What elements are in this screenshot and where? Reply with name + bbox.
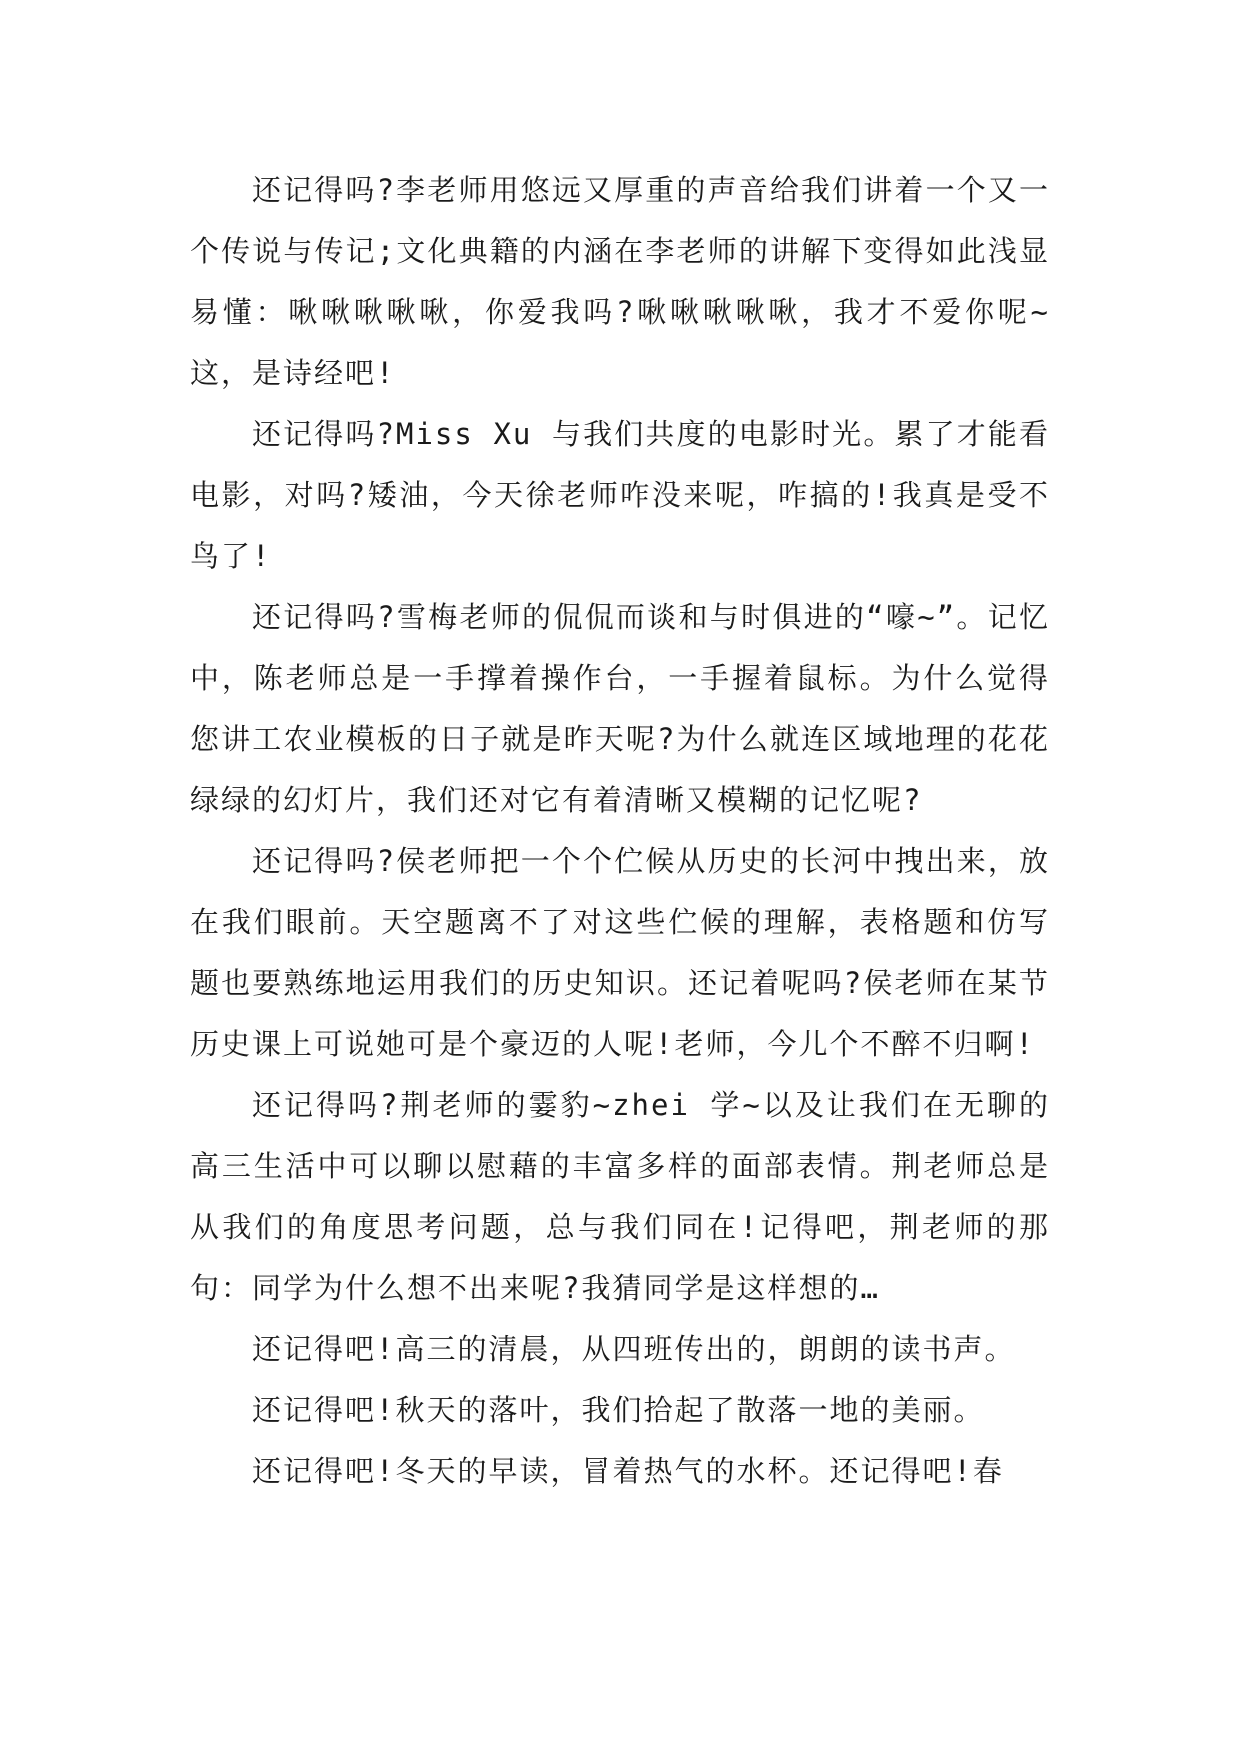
- paragraph-5: 还记得吗?荆老师的霎豹~zhei 学~以及让我们在无聊的高三生活中可以聊以慰藉的丰富多样的面部表情。荆老师总是从我们的角度思考问题，总与我们同在!记得吧，荆老师的那句：同学为什么想不出来呢?我猜同学是这样想的…: [190, 1088, 1050, 1305]
- paragraph-3: 还记得吗?雪梅老师的侃侃而谈和与时俱进的“嚎~”。记忆中，陈老师总是一手撑着操作台，一手握着鼠标。为什么觉得您讲工农业模板的日子就是昨天呢?为什么就连区域地理的花花绿绿的幻灯片，我们还对它有着清晰又模糊的记忆呢?: [190, 600, 1050, 817]
- paragraph-2: 还记得吗?Miss Xu 与我们共度的电影时光。累了才能看电影，对吗?矮油，今天徐老师咋没来呢，咋搞的!我真是受不鸟了!: [190, 417, 1050, 573]
- paragraph-4: 还记得吗?侯老师把一个个伫候从历史的长河中拽出来，放在我们眼前。天空题离不了对这些伫候的理解，表格题和仿写题也要熟练地运用我们的历史知识。还记着呢吗?侯老师在某节历史课上可说她可是个豪迈的人呢!老师，今儿个不醉不归啊!: [190, 844, 1050, 1061]
- paragraph-8: 还记得吧!冬天的早读，冒着热气的水杯。还记得吧!春: [252, 1454, 1004, 1488]
- paragraph-6: 还记得吧!高三的清晨，从四班传出的，朗朗的读书声。: [252, 1332, 1016, 1366]
- paragraph-7: 还记得吧!秋天的落叶，我们拾起了散落一地的美丽。: [252, 1393, 985, 1427]
- document-body: [190, 160, 1050, 1502]
- paragraph-1: 还记得吗?李老师用悠远又厚重的声音给我们讲着一个又一个传说与传记;文化典籍的内涵在李老师的讲解下变得如此浅显易懂：啾啾啾啾啾，你爱我吗?啾啾啾啾啾，我才不爱你呢~这，是诗经吧!: [190, 173, 1050, 390]
